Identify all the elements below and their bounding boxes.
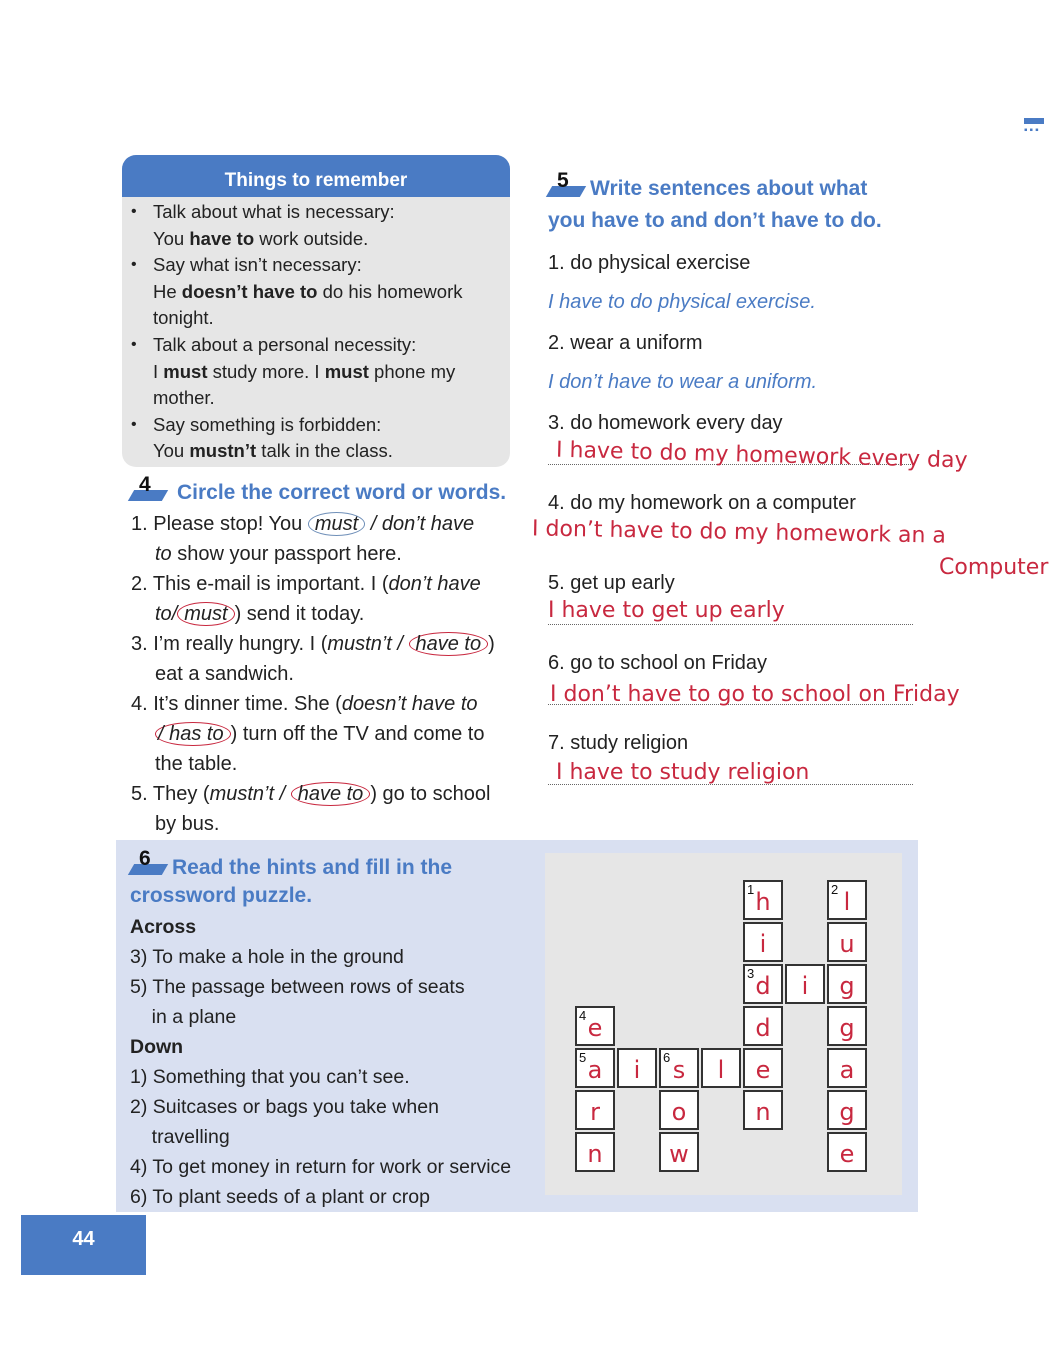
hint-line: 5) The passage between rows of seats <box>130 976 465 998</box>
cell-letter: o <box>671 1098 687 1126</box>
crossword-cell[interactable] <box>785 964 825 1004</box>
cell-letter: l <box>717 1056 725 1084</box>
hint-line: 3) To make a hole in the ground <box>130 946 404 968</box>
ex4-item-2-cont: to/ must ) send it today. <box>155 603 365 625</box>
exercise-6-title-1: Read the hints and fill in the <box>172 856 453 879</box>
ex5-handwritten-7[interactable]: I have to study religion <box>556 760 810 785</box>
cell-letter: w <box>669 1140 689 1168</box>
crossword-cell[interactable] <box>659 1090 699 1130</box>
page-number: 44 <box>21 1215 146 1275</box>
hint-line: 4) To get money in return for work or service <box>130 1156 512 1178</box>
ex4-item-1: 1. Please stop! You must / don’t have <box>131 513 475 535</box>
ex4-item-5-cont: by bus. <box>155 813 220 835</box>
crossword-cell[interactable] <box>575 1132 615 1172</box>
crossword-cell[interactable] <box>617 1048 657 1088</box>
exercise-6-title-2: crossword puzzle. <box>130 884 313 907</box>
crossword-cell[interactable] <box>827 880 867 920</box>
crossword-cell[interactable] <box>659 1132 699 1172</box>
across-label: Across <box>130 916 197 938</box>
down-hints <box>130 1062 511 1212</box>
ex5-prompt-2: 2. wear a uniform <box>548 332 703 354</box>
exercise-4-badge: 4 <box>131 477 163 501</box>
cell-letter: n <box>587 1140 603 1168</box>
cell-letter: i <box>759 930 767 958</box>
crossword-cell[interactable] <box>743 922 783 962</box>
ex5-answer-line-5 <box>548 624 913 625</box>
ex4-item-3: 3. I’m really hungry. I (mustn’t / have to ) <box>131 633 495 655</box>
clue-number: 3 <box>747 966 755 981</box>
hint-line: 6) To plant seeds of a plant or crop <box>130 1186 430 1208</box>
clue-number: 2 <box>831 882 839 897</box>
ex5-answer-2: I don’t have to wear a uniform. <box>548 371 818 393</box>
hint-line: in a plane <box>130 1006 237 1028</box>
remember-title: Things to remember <box>122 155 510 197</box>
cell-letter: d <box>755 972 771 1000</box>
circled-must-2[interactable]: must <box>177 602 234 626</box>
crossword-cell[interactable] <box>575 1006 615 1046</box>
clue-number: 6 <box>663 1050 671 1065</box>
hint-line: 1) Something that you can’t see. <box>130 1066 410 1088</box>
ex5-handwritten-4b[interactable]: Computer <box>939 555 1049 580</box>
crossword-cell[interactable] <box>743 1090 783 1130</box>
circled-has-to-4[interactable]: / has to <box>155 722 231 746</box>
ex5-answer-1: I have to do physical exercise. <box>548 291 816 313</box>
crossword-cell[interactable] <box>743 1006 783 1046</box>
things-to-remember-box <box>122 155 510 467</box>
exercise-6-badge: 6 <box>131 851 163 875</box>
circled-must-1[interactable]: must <box>308 512 365 536</box>
cell-letter: h <box>755 888 771 916</box>
ex4-item-3-cont: eat a sandwich. <box>155 663 294 685</box>
ex5-prompt-1: 1. do physical exercise <box>548 252 751 274</box>
ex5-prompt-6: 6. go to school on Friday <box>548 652 768 674</box>
clue-number: 4 <box>579 1008 587 1023</box>
crossword-cell[interactable] <box>827 922 867 962</box>
hint-line: 2) Suitcases or bags you take when <box>130 1096 439 1118</box>
cell-letter: g <box>839 1098 855 1126</box>
cell-letter: r <box>590 1098 600 1126</box>
remember-list <box>122 199 510 465</box>
ex4-item-1-cont: to show your passport here. <box>155 543 402 565</box>
cell-letter: e <box>839 1140 855 1168</box>
clue-number: 5 <box>579 1050 587 1065</box>
cell-letter: e <box>755 1056 771 1084</box>
ex5-prompt-3: 3. do homework every day <box>548 412 783 434</box>
ex4-item-4-cont2: the table. <box>155 753 238 775</box>
cell-letter: d <box>755 1014 771 1042</box>
exercise-4-title: Circle the correct word or words. <box>177 481 507 504</box>
remember-item: • Talk about a personal necessity: I must study more. I must phone my mother. <box>131 333 456 409</box>
ex4-item-4-cont: / has to ) turn off the TV and come to <box>155 719 484 749</box>
clue-number: 1 <box>747 882 755 897</box>
ex5-handwritten-3[interactable]: I have to do my homework every day <box>555 437 968 474</box>
crossword-cell[interactable] <box>743 964 783 1004</box>
crossword-cell[interactable] <box>827 964 867 1004</box>
down-label: Down <box>130 1036 184 1058</box>
crossword-cell[interactable] <box>827 1006 867 1046</box>
cell-letter: g <box>839 972 855 1000</box>
remember-item: • Say what isn’t necessary: He doesn’t have to do his homework tonight. <box>131 254 463 329</box>
ex4-item-2: 2. This e-mail is important. I (don’t have <box>131 573 481 595</box>
bullet-icon: • <box>131 256 137 274</box>
remember-item: • Talk about what is necessary: You have to work outside. <box>131 201 395 249</box>
bullet-icon: • <box>131 415 137 433</box>
cell-letter: i <box>801 972 809 1000</box>
crossword-cell[interactable] <box>743 880 783 920</box>
ex4-item-5: 5. They (mustn’t / have to ) go to school <box>131 783 491 805</box>
crossword-cell[interactable] <box>743 1048 783 1088</box>
crossword-cell[interactable] <box>827 1090 867 1130</box>
cell-letter: a <box>587 1056 603 1084</box>
cell-letter: g <box>839 1014 855 1042</box>
cell-letter: l <box>843 888 851 916</box>
ex5-handwritten-4a[interactable]: I don’t have to do my homework an a <box>531 516 947 549</box>
exercise-5-title-1: Write sentences about what <box>590 177 868 200</box>
ex5-prompt-5: 5. get up early <box>548 572 675 594</box>
circled-have-to-3[interactable]: have to <box>409 632 489 656</box>
crossword-cell[interactable] <box>827 1048 867 1088</box>
crossword-cell[interactable] <box>575 1048 615 1088</box>
circled-have-to-5[interactable]: have to <box>291 782 371 806</box>
remember-item: • Say something is forbidden: You mustn’t talk in the class. <box>131 413 393 462</box>
cell-letter: i <box>633 1056 641 1084</box>
crossword-cell[interactable] <box>575 1090 615 1130</box>
corner-marker: ▪▪▪ <box>1024 118 1046 134</box>
ex5-handwritten-5[interactable]: I have to get up early <box>548 598 785 623</box>
crossword-cell[interactable] <box>701 1048 741 1088</box>
bullet-icon: • <box>131 335 137 353</box>
cell-letter: u <box>839 930 855 958</box>
ex4-item-4: 4. It’s dinner time. She (doesn’t have to <box>131 693 478 715</box>
exercise-5-title-2: you have to and don’t have to do. <box>548 209 882 232</box>
ex5-handwritten-6[interactable]: I don’t have to go to school on Friday <box>550 682 960 707</box>
bullet-icon: • <box>131 203 137 220</box>
across-hints <box>130 942 465 1032</box>
hint-line: travelling <box>130 1126 230 1148</box>
exercise-5-badge: 5 <box>549 173 581 197</box>
ex5-prompt-4: 4. do my homework on a computer <box>548 492 856 514</box>
cell-letter: s <box>672 1056 686 1084</box>
crossword-cell[interactable] <box>827 1132 867 1172</box>
cell-letter: a <box>839 1056 855 1084</box>
cell-letter: n <box>755 1098 771 1126</box>
crossword-cell[interactable] <box>659 1048 699 1088</box>
ex5-prompt-7: 7. study religion <box>548 732 689 754</box>
cell-letter: e <box>587 1014 603 1042</box>
